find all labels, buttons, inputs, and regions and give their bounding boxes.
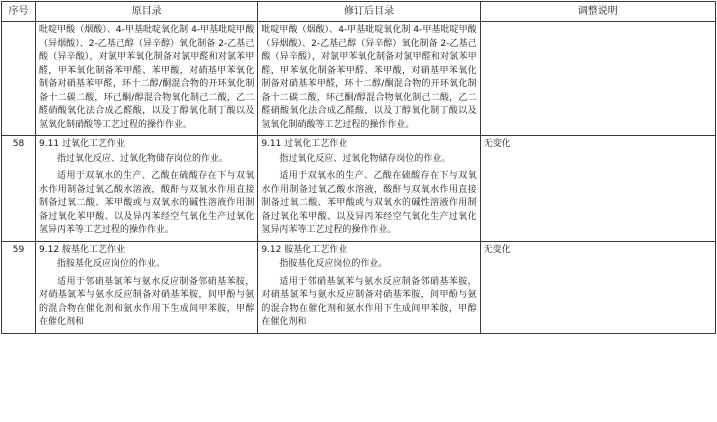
paragraph: 指过氧化反应、过氧化物储存岗位的作业。 (57, 153, 229, 164)
row-number: 59 (2, 241, 36, 333)
paragraph: 适用于双氧水的生产、乙酸在硫酸存在下与双氧水作用制备过氧乙酸水溶液，酸酐与双氧水作用直接制备过氧二酸、苯甲酸或与双氧水的碱性溶液作用制备过氧化苯甲酸、以及异丙苯经空气氧化生产过氧化氢异丙苯等工艺过程的操作作业。 (261, 171, 477, 235)
table-row (2, 136, 716, 242)
column-header-adjustment-note: 调整说明 (480, 2, 715, 22)
row-number (2, 22, 36, 136)
paragraph: 适用于双氧水的生产、乙酸在硫酸存在下与双氧水作用制备过氧乙酸水溶液，酸酐与双氧水作用直接制备过氧二酸、苯甲酸或与双氧水的碱性溶液作用制备过氧化苯甲酸、以及异丙苯经空气氧化生产过氧化氢异丙苯等工艺过程的操作作业。 (39, 171, 255, 235)
paragraph: 9.12 胺基化工艺作业 (261, 244, 348, 255)
paragraph: 吡啶甲酸（烟酸）、4-甲基吡啶氧化制 4-甲基吡啶甲酸（异烟酸）、2-乙基己醇（异辛醇）氧化制备 2-乙基己酸（异辛酸），对氯甲苯氧化制备对氯甲醛和对氯苯甲醛，甲苯氧化制备苯甲醛、苯甲酸，对硝基甲苯氧化制备对硝基苯甲醛，环十二醇/酮混合物的开环氧化制备十二碳二酸，环己酮/醇混合物氧化制己二酸，乙二醛硝酸氧化法合成乙醛酸，以及丁醇氧化制丁酸以及氢氧化制硝酸等工艺过程的操作作业。 (39, 25, 255, 130)
new-catalog-cell (258, 22, 480, 136)
catalog-comparison-table (1, 1, 716, 334)
paragraph: 吡啶甲酸（烟酸）、4-甲基吡啶氧化制 4-甲基吡啶甲酸（异烟酸）、2-乙基己醇（异辛醇）氧化制备 2-乙基己酸（异辛酸），对氯甲苯氧化制备对氯甲醛和对氯苯甲醛，甲苯氧化制备苯甲醛、苯甲酸，对硝基甲苯氧化制备对硝基苯甲醛，环十二醇/酮混合物的开环氧化制备十二碳二酸，环己酮/醇混合物氧化制己二酸，乙二醛硝酸氧化法合成乙醛酸，以及丁醇氧化制丁酸以及氢氧化制硝酸等工艺过程的操作作业。 (261, 25, 477, 130)
document-page (0, 1, 717, 422)
column-header-old-catalog: 原目录 (36, 2, 258, 22)
old-catalog-cell (36, 22, 258, 136)
table-row (2, 241, 716, 333)
row-number: 58 (2, 136, 36, 242)
table-header-row (2, 2, 716, 22)
new-catalog-cell (258, 241, 480, 333)
paragraph: 9.11 过氧化工艺作业 (261, 139, 348, 149)
paragraph: 指胺基化反应岗位的作业。 (57, 259, 166, 269)
paragraph: 指胺基化反应岗位的作业。 (279, 259, 388, 269)
column-header-new-catalog: 修订后目录 (258, 2, 480, 22)
old-catalog-cell (36, 241, 258, 333)
paragraph: 适用于邻硝基氯苯与氨水反应制备邻硝基苯胺，对硝基氯苯与氨水反应制备对硝基苯胺，间甲酚与氨的混合物在催化剂和氨水作用下生成间甲苯胺，甲醇在催化剂和 (39, 276, 255, 327)
adjustment-note-cell: 无变化 (480, 241, 715, 333)
table-row (2, 22, 716, 136)
table-header (2, 2, 716, 22)
paragraph: 9.11 过氧化工艺作业 (39, 139, 125, 149)
paragraph: 9.12 胺基化工艺作业 (39, 244, 125, 255)
new-catalog-cell (258, 136, 480, 242)
column-header-no: 序号 (2, 2, 36, 22)
adjustment-note-cell (480, 22, 715, 136)
paragraph: 指过氧化反应、过氧化物储存岗位的作业。 (279, 153, 451, 164)
adjustment-note-cell: 无变化 (480, 136, 715, 242)
old-catalog-cell (36, 136, 258, 242)
paragraph: 适用于邻硝基氯苯与氨水反应制备邻硝基苯胺，对硝基氯苯与氨水反应制备对硝基苯胺，间甲酚与氨的混合物在催化剂和氨水作用下生成间甲苯胺，甲醇在催化剂和 (261, 276, 477, 327)
table-body (2, 22, 716, 334)
